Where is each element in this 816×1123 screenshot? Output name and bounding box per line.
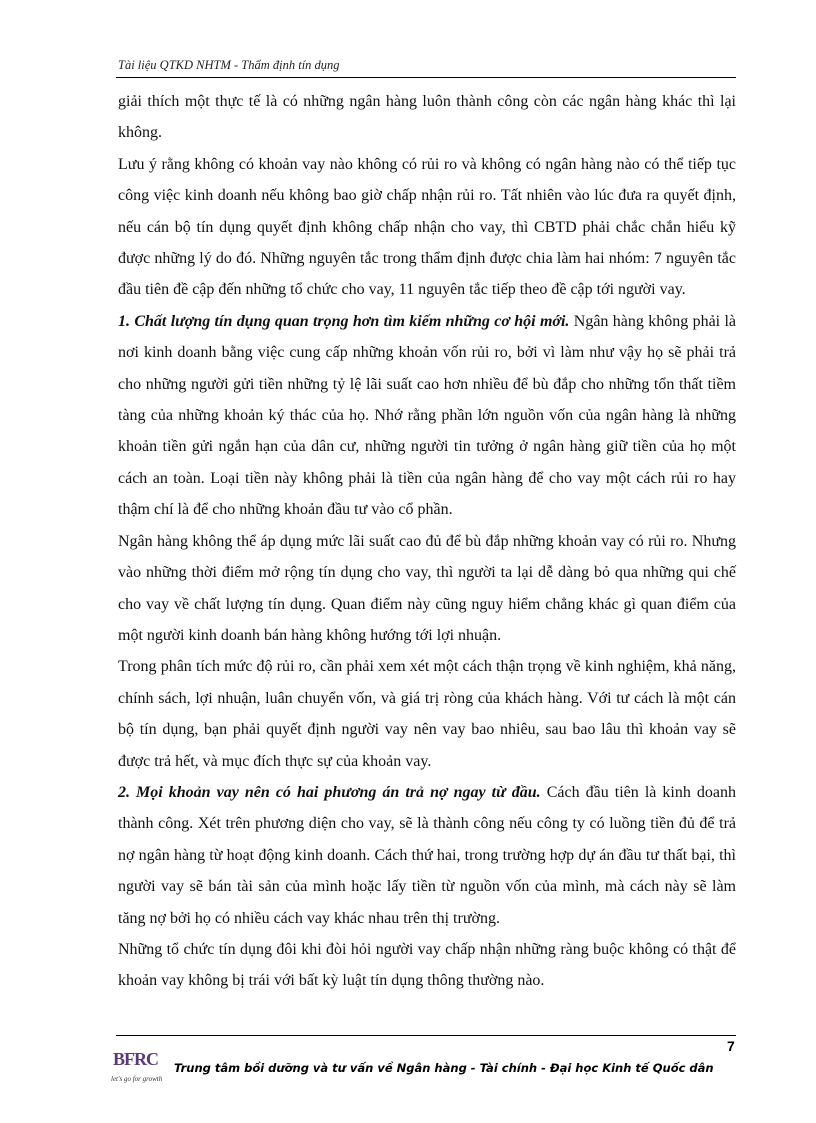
paragraph: giải thích một thực tế là có những ngân hàng luôn thành công còn các ngân hàng khác thì lại không. bbox=[118, 93, 736, 142]
header-title: Tài liệu QTKD NHTM - Thẩm định tín dụng bbox=[118, 58, 340, 72]
page-number: 7 bbox=[727, 1038, 735, 1054]
paragraph: Trong phân tích mức độ rủi ro, cần phải xem xét một cách thận trọng về kinh nghiệm, khả năng, chính sách, lợi nhuận, luân chuyển vốn, và giá trị ròng của khách hàng. Với tư cách là một cán bộ tín dụng, bạn phải quyết định người vay nên vay bao nhiêu, sau bao lâu thì khoản vay sẽ được trả hết, và mục đích thực sự của khoản vay. bbox=[118, 658, 736, 770]
paragraph: 1. Chất lượng tín dụng quan trọng hơn tìm kiếm những cơ hội mới. Ngân hàng không phải là nơi kinh doanh bằng việc cung cấp những khoản vốn rủi ro, bởi vì làm như vậy họ sẽ phải trả cho những người gửi tiền những tỷ lệ lãi suất cao hơn nhiều để bù đắp cho những tổn thất tiềm tàng của những khoản ký thác của họ. Nhớ rằng phần lớn nguồn vốn của ngân hàng là những khoản tiền gửi ngắn hạn của dân cư, những người tin tưởng ở ngân hàng giữ tiền của họ một cách an toàn. Loại tiền này không phải là tiền của ngân hàng để cho vay một cách rủi ro hay thậm chí là để cho những khoản đầu tư vào cổ phần. bbox=[118, 312, 736, 519]
paragraph: Những tổ chức tín dụng đôi khi đòi hỏi người vay chấp nhận những ràng buộc không có thật để khoản vay không bị trái với bất kỳ luật tín dụng thông thường nào. bbox=[118, 940, 736, 990]
footer-text: Trung tâm bồi dưỡng và tư vấn về Ngân hàng - Tài chính - Đại học Kinh tế Quốc dân bbox=[174, 1061, 714, 1075]
document-body bbox=[118, 86, 736, 997]
footer-rule bbox=[116, 1035, 736, 1036]
paragraph: Lưu ý rằng không có khoản vay nào không có rủi ro và không có ngân hàng nào có thể tiếp tục công việc kinh doanh nếu không bao giờ chấp nhận rủi ro. Tất nhiên vào lúc đưa ra quyết định, nếu cán bộ tín dụng quyết định không chấp nhận cho vay, thì CBTD phải chắc chắn hiểu kỹ được những lý do đó. Những nguyên tắc trong thẩm định được chia làm hai nhóm: 7 nguyên tắc đầu tiên đề cập đến những tổ chức cho vay, 11 nguyên tắc tiếp theo đề cập tới người vay. bbox=[118, 155, 736, 299]
principle-heading: 2. Mọi khoản vay nên có hai phương án trả nợ ngay từ đầu. bbox=[118, 783, 541, 801]
header-rule bbox=[116, 77, 736, 78]
paragraph: Ngân hàng không thể áp dụng mức lãi suất cao đủ để bù đắp những khoản vay có rủi ro. Nhưng vào những thời điểm mở rộng tín dụng cho vay, thì người ta lại dễ dàng bỏ qua những qui chế cho vay về chất lượng tín dụng. Quan điểm này cũng nguy hiểm chẳng khác gì quan điểm của một người kinh doanh bán hàng không hướng tới lợi nhuận. bbox=[118, 532, 736, 644]
paragraph: 2. Mọi khoản vay nên có hai phương án trả nợ ngay từ đầu. Cách đầu tiên là kinh doanh thành công. Xét trên phương diện cho vay, sẽ là thành công nếu công ty có luồng tiền đủ để trả nợ ngân hàng từ hoạt động kinh doanh. Cách thứ hai, trong trường hợp dự án đầu tư thất bại, thì người vay sẽ bán tài sản của mình hoặc lấy tiền từ nguồn vốn của mình, mà cách này sẽ làm tăng nợ bởi họ có nhiều cách vay khác nhau trên thị trường. bbox=[118, 783, 737, 927]
bfrc-logo: BFRC let's go for growth bbox=[111, 1049, 163, 1083]
principle-heading: 1. Chất lượng tín dụng quan trọng hơn tìm kiếm những cơ hội mới. bbox=[118, 312, 570, 330]
